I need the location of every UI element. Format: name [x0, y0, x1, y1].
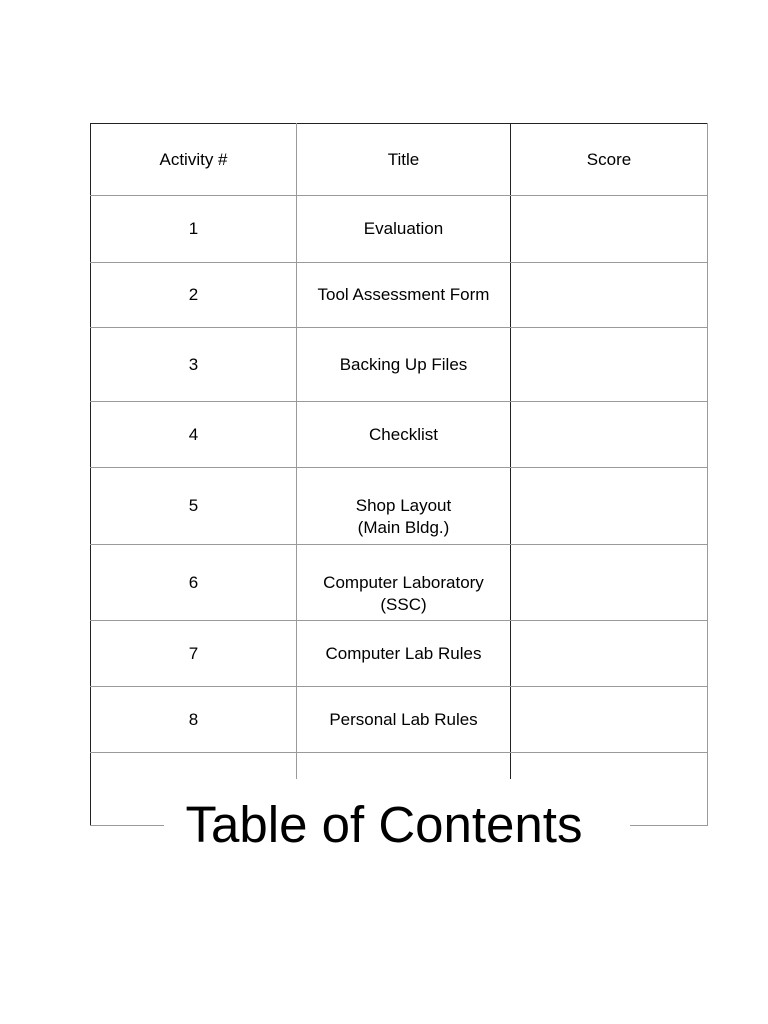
activity-title: Checklist — [369, 424, 438, 444]
activity-number: 3 — [188, 354, 199, 374]
header-activity-number: Activity # — [159, 149, 228, 169]
activity-score — [511, 328, 707, 401]
activity-score — [511, 468, 707, 544]
activity-title: Personal Lab Rules — [329, 709, 478, 729]
activity-title: Evaluation — [363, 219, 444, 238]
activity-title: Computer Laboratory (SSC) — [323, 573, 484, 614]
page-title: Table of Contents — [185, 796, 583, 853]
activity-title: Tool Assessment Form — [317, 285, 490, 304]
activity-number: 7 — [188, 643, 199, 663]
activity-score — [511, 545, 707, 620]
activity-title: Computer Lab Rules — [325, 643, 482, 663]
activity-number: 5 — [188, 496, 199, 515]
activity-number: 1 — [188, 219, 199, 238]
header-score: Score — [586, 149, 632, 169]
activity-score — [511, 196, 707, 262]
row-divider — [90, 752, 708, 753]
header-title: Title — [387, 149, 420, 169]
activity-title: Shop Layout (Main Bldg.) — [355, 496, 452, 537]
activity-number: 2 — [188, 285, 199, 304]
activity-score — [511, 402, 707, 467]
activity-title: Backing Up Files — [339, 354, 468, 374]
activity-score — [511, 263, 707, 327]
table-border-right — [707, 123, 708, 826]
activity-score — [511, 687, 707, 752]
activity-number: 8 — [188, 709, 199, 729]
activity-number: 4 — [188, 424, 199, 444]
activity-score — [511, 621, 707, 686]
activity-number: 6 — [188, 573, 199, 592]
